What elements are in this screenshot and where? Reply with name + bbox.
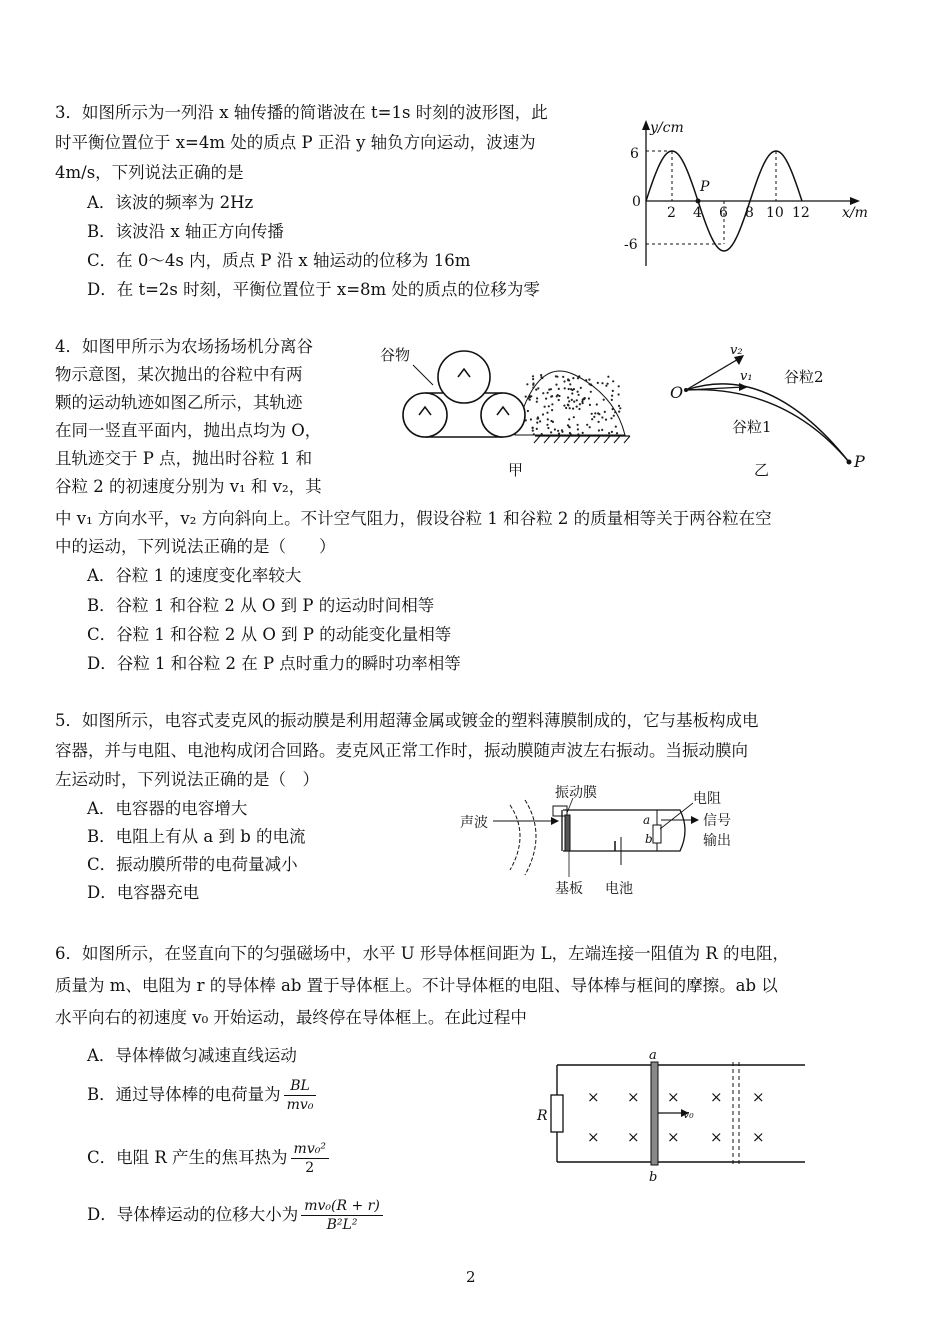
q6-stem-line-3: 水平向右的初速度 v₀ 开始运动，最终停在导体框上。在此过程中: [55, 1008, 527, 1027]
y-axis-label: y/cm: [650, 120, 684, 136]
grain-dot: [548, 389, 550, 391]
q3-stem-line-2: 时平衡位置位于 x=4m 处的质点 P 正沿 y 轴负方向运动，波速为: [55, 133, 536, 152]
membrane-label: 振动膜: [555, 785, 597, 801]
grain-dot: [605, 385, 607, 387]
figure-jia-caption: 甲: [508, 461, 524, 479]
grain-dot: [569, 407, 571, 409]
q3-option-c: C．在 0～4s 内，质点 P 沿 x 轴运动的位移为 16m: [87, 251, 471, 270]
q5-option-a: A．电容器的电容增大: [87, 799, 248, 818]
q4-stem-line-2: 物示意图，某次抛出的谷粒中有两: [55, 365, 303, 384]
grain-dot: [548, 405, 550, 407]
page-number: 2: [466, 1268, 476, 1286]
grain-dot: [547, 418, 549, 420]
cross-mark: ×: [710, 1128, 723, 1146]
grain-dot: [546, 424, 548, 426]
grain-dot: [618, 393, 620, 395]
q6-option-d-fraction: $\frac{\text{mv₀(R + r)}}{\text{B²L²}}$: [301, 1197, 383, 1234]
cross-mark: ×: [752, 1088, 765, 1106]
grain-dot: [532, 387, 534, 389]
grain-dot: [573, 401, 575, 403]
point-o-label: O: [670, 383, 684, 402]
grain-dot: [577, 391, 579, 393]
cross-mark: ×: [587, 1128, 600, 1146]
x-tick-12: 12: [792, 205, 810, 221]
grain-dot: [547, 427, 549, 429]
grain-dot: [586, 424, 588, 426]
grain-dot: [601, 429, 603, 431]
grain-dot: [555, 384, 557, 386]
v2-label: v₂: [730, 343, 743, 358]
grain-dot: [578, 375, 580, 377]
point-b-label: b: [645, 832, 653, 846]
roller-left: [403, 393, 447, 437]
grain-dot: [611, 395, 613, 397]
grain2-label: 谷粒2: [784, 368, 824, 386]
grain-dot: [611, 399, 613, 401]
grain-dot: [571, 392, 573, 394]
grain-dot: [603, 399, 605, 401]
grain-dot: [536, 397, 538, 399]
x-tick-10: 10: [766, 205, 784, 221]
q6-stem-line-2: 质量为 m、电阻为 r 的导体棒 ab 置于导体框上。不计导体框的电阻、导体棒与框间的摩擦。ab 以: [55, 976, 778, 995]
grain-dot: [616, 432, 618, 434]
grain-dot: [567, 404, 569, 406]
x-tick-2: 2: [667, 205, 676, 221]
grain-dot: [568, 388, 570, 390]
q5-stem-line-3: 左运动时，下列说法正确的是（ ）: [55, 770, 319, 789]
grain-dot: [546, 412, 548, 414]
grain-dot: [577, 424, 579, 426]
q6-stem-line-1: 6．如图所示，在竖直向下的匀强磁场中，水平 U 形导体框间距为 L，左端连接一阻值为 R 的电阻，: [55, 944, 790, 963]
grain-dot: [526, 383, 528, 385]
grain-dot: [550, 420, 552, 422]
grain-dot: [612, 390, 614, 392]
grain-dot: [598, 429, 600, 431]
q6-option-b-fraction: $\frac{BL}{\text{mv₀}}$: [284, 1077, 317, 1114]
q6-option-b-text: B．通过导体棒的电荷量为: [87, 1085, 281, 1104]
grain-dot: [598, 421, 600, 423]
grain-dot: [610, 417, 612, 419]
q6-option-d: [87, 1197, 383, 1234]
grain-dot: [568, 400, 570, 402]
cross-mark: ×: [667, 1128, 680, 1146]
grain-dot: [542, 413, 544, 415]
grain-dot: [569, 383, 571, 385]
grain-dot: [537, 387, 539, 389]
grain-dot: [532, 427, 534, 429]
grain-dot: [597, 412, 599, 414]
grain-dot: [572, 408, 574, 410]
grain-dot: [529, 395, 531, 397]
x-axis-label: x/m: [842, 205, 868, 221]
point-p-label: P: [700, 179, 710, 195]
v0-label: v₀: [683, 1108, 694, 1121]
q3-option-d: D．在 t=2s 时刻，平衡位置位于 x=8m 处的质点的位移为零: [87, 280, 540, 299]
cross-mark: ×: [667, 1088, 680, 1106]
q4-stem-line-6: 谷粒 2 的初速度分别为 v₁ 和 v₂，其: [55, 477, 322, 496]
q5-option-d: D．电容器充电: [87, 883, 200, 902]
grain-dot: [564, 387, 566, 389]
grain-dot: [588, 379, 590, 381]
grain-dot: [557, 430, 559, 432]
grain-dot: [578, 394, 580, 396]
grain-dot: [590, 391, 592, 393]
grain-dot: [608, 432, 610, 434]
grain-dot: [596, 403, 598, 405]
grain-dot: [556, 376, 558, 378]
grain-dot: [561, 429, 563, 431]
grain-dot: [567, 379, 569, 381]
grain-dot: [532, 382, 534, 384]
point-a-label: a: [649, 1048, 657, 1063]
grain-dot: [536, 401, 538, 403]
q4-option-a: A．谷粒 1 的速度变化率较大: [87, 566, 302, 585]
resistor-r: [551, 1095, 563, 1132]
resistor-label: 电阻: [693, 791, 721, 807]
point-p-marker: [696, 199, 701, 204]
grain-dot: [618, 385, 620, 387]
grain-dot: [551, 403, 553, 405]
q5-stem-line-1: 5．如图所示，电容式麦克风的振动膜是利用超薄金属或镀金的塑料薄膜制成的，它与基板构成电: [55, 711, 759, 730]
grain-dot: [613, 415, 615, 417]
grain-dot: [597, 382, 599, 384]
grain-dot: [554, 428, 556, 430]
grain-dot: [533, 433, 535, 435]
base-plate-label: 基板: [555, 881, 583, 897]
q4-option-c: C．谷粒 1 和谷粒 2 从 O 到 P 的动能变化量相等: [87, 625, 452, 644]
q6-option-d-text: D．导体棒运动的位移大小为: [87, 1205, 299, 1224]
grain-dot: [593, 416, 595, 418]
grain-dot: [536, 428, 538, 430]
q4-stem-line-1: 4．如图甲所示为农场扬场机分离谷: [55, 337, 313, 356]
grain-dot: [525, 396, 527, 398]
q3-stem-line-1: 3．如图所示为一列沿 x 轴传播的简谐波在 t=1s 时刻的波形图，此: [55, 103, 548, 122]
grain-dot: [570, 433, 572, 435]
q6-option-a: A．导体棒做匀减速直线运动: [87, 1046, 297, 1065]
point-b-label: b: [649, 1170, 658, 1185]
grain-dot: [582, 402, 584, 404]
grain-dot: [607, 376, 609, 378]
q4-stem-line-8: 中的运动，下列说法正确的是（ ）: [55, 537, 336, 556]
grain-dot: [601, 382, 603, 384]
grain-dot: [558, 433, 560, 435]
signal-label-1: 信号: [703, 813, 731, 829]
cross-mark: ×: [587, 1088, 600, 1106]
q4-stem-line-3: 颗的运动轨迹如图乙所示，其轨迹: [55, 393, 303, 412]
grain-dot: [545, 398, 547, 400]
q4-option-d: D．谷粒 1 和谷粒 2 在 P 点时重力的瞬时功率相等: [87, 654, 461, 673]
grain-dot: [551, 409, 553, 411]
grain-dot: [550, 431, 552, 433]
grain-dot: [532, 375, 534, 377]
grain-dot: [544, 406, 546, 408]
q3-wave-graph: [620, 118, 870, 268]
grain-dot: [589, 426, 591, 428]
q4-winnower-figure: [375, 335, 635, 485]
y-tick-neg6: -6: [624, 237, 638, 253]
grain-dot: [577, 433, 579, 435]
grain-dot: [540, 376, 542, 378]
grain-dot: [572, 377, 574, 379]
q6-option-c: [87, 1140, 329, 1177]
q5-stem-line-2: 容器，并与电阻、电池构成闭合回路。麦克风正常工作时，振动膜随声波左右振动。当振动膜向: [55, 741, 748, 760]
grain-dot: [618, 405, 620, 407]
q4-stem-line-5: 且轨迹交于 P 点，抛出时谷粒 1 和: [55, 449, 313, 468]
grain-dot: [590, 384, 592, 386]
grain-dot: [532, 378, 534, 380]
grain-dot: [577, 428, 579, 430]
roller-right: [481, 393, 525, 437]
q5-microphone-figure: [455, 785, 755, 900]
roller-top: [438, 351, 490, 403]
grain-dot: [558, 388, 560, 390]
v1-label: v₁: [740, 369, 753, 384]
grain-dot: [565, 407, 567, 409]
q6-option-c-fraction: $\frac{\text{mv₀²}}{2}$: [291, 1140, 329, 1177]
cross-mark: ×: [752, 1128, 765, 1146]
q5-option-c: C．振动膜所带的电荷量减小: [87, 855, 298, 874]
grain-dot: [589, 404, 591, 406]
q6-rail-figure: [535, 1050, 810, 1190]
q6-option-c-text: C．电阻 R 产生的焦耳热为: [87, 1148, 288, 1167]
grain-dot: [563, 405, 565, 407]
grain-dot: [540, 374, 542, 376]
grain1-label: 谷粒1: [732, 418, 772, 436]
cross-mark: ×: [627, 1088, 640, 1106]
grain-dot: [618, 411, 620, 413]
grain-dot: [532, 430, 534, 432]
y-tick-6: 6: [630, 146, 639, 162]
q5-option-b: B．电阻上有从 a 到 b 的电流: [87, 827, 306, 846]
grain-dot: [527, 397, 529, 399]
grain-dot: [541, 433, 543, 435]
grain-dot: [594, 412, 596, 414]
resistor-r-label: R: [537, 1108, 548, 1124]
grain-dot: [557, 394, 559, 396]
grain-dot: [591, 413, 593, 415]
q3-stem-line-3: 4m/s，下列说法正确的是: [55, 163, 244, 182]
grain-dot: [578, 408, 580, 410]
grain-dot: [584, 397, 586, 399]
grain-dot: [576, 406, 578, 408]
origin-label: 0: [632, 194, 641, 210]
signal-label-2: 输出: [703, 833, 731, 849]
sound-wave-label: 声波: [460, 815, 488, 831]
conductor-bar-ab: [651, 1062, 658, 1165]
grain-dot: [579, 403, 581, 405]
point-p-label: P: [854, 452, 865, 471]
grain-dot: [580, 387, 582, 389]
cross-mark: ×: [710, 1088, 723, 1106]
grain-dot: [612, 380, 614, 382]
grain-dot: [611, 431, 613, 433]
grain-dot: [604, 411, 606, 413]
grain-dot: [562, 376, 564, 378]
grain-dot: [568, 426, 570, 428]
grain-dot: [547, 392, 549, 394]
grain-dot: [605, 419, 607, 421]
q4-stem-line-7: 中 v₁ 方向水平，v₂ 方向斜向上。不计空气阻力，假设谷粒 1 和谷粒 2 的质量相等关于两谷粒在空: [55, 509, 772, 528]
grain-dot: [558, 399, 560, 401]
q4-trajectory-figure: [664, 340, 884, 490]
q6-option-b: [87, 1077, 316, 1114]
grain-dot: [571, 399, 573, 401]
grain-dot: [542, 392, 544, 394]
q3-option-b: B．该波沿 x 轴正方向传播: [87, 222, 284, 241]
grain-dot: [615, 426, 617, 428]
grain-dot: [582, 432, 584, 434]
grain-dot: [588, 397, 590, 399]
grain-dot: [619, 407, 621, 409]
x-tick-8: 8: [745, 205, 754, 221]
grain-dot: [576, 399, 578, 401]
cross-mark: ×: [627, 1128, 640, 1146]
grain-dot: [567, 397, 569, 399]
grain-dot: [607, 383, 609, 385]
grain-dot: [551, 395, 553, 397]
grain-dot: [571, 389, 573, 391]
grain-dot: [577, 377, 579, 379]
q4-stem-line-4: 在同一竖直平面内，抛出点均为 O，: [55, 421, 322, 440]
grain-dot: [585, 379, 587, 381]
grain-dot: [537, 416, 539, 418]
grain-dot: [536, 422, 538, 424]
grain-dot: [563, 380, 565, 382]
q4-option-b: B．谷粒 1 和谷粒 2 从 O 到 P 的运动时间相等: [87, 596, 435, 615]
grain-dot: [527, 410, 529, 412]
grain-dot: [612, 408, 614, 410]
grain-dot: [568, 418, 570, 420]
grain-dot: [535, 389, 537, 391]
figure-yi-caption: 乙: [754, 461, 770, 479]
grain-dot: [601, 416, 603, 418]
x-tick-4: 4: [693, 205, 702, 221]
point-a-label: a: [643, 813, 651, 827]
grain-dot: [539, 420, 541, 422]
grain-label: 谷物: [380, 346, 411, 364]
grain-dot: [573, 416, 575, 418]
grain-dot: [591, 418, 593, 420]
battery-label: 电池: [605, 881, 633, 897]
x-tick-6: 6: [719, 205, 728, 221]
grain-dot: [530, 418, 532, 420]
q3-option-a: A．该波的频率为 2Hz: [87, 193, 254, 212]
grain-dot: [614, 411, 616, 413]
